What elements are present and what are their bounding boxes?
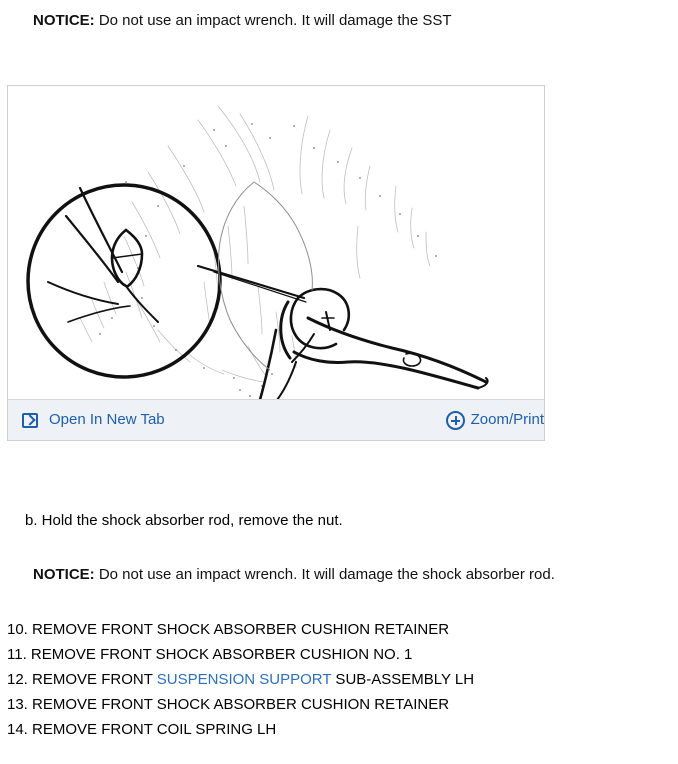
step-number: 11. bbox=[7, 646, 27, 663]
notice-middle-label: NOTICE: bbox=[33, 566, 95, 583]
procedure-step-13 bbox=[7, 692, 667, 717]
zoom-plus-icon bbox=[446, 411, 465, 430]
procedure-step-list bbox=[7, 617, 667, 742]
open-in-new-tab-label: Open In New Tab bbox=[49, 411, 165, 428]
step-text-pre: REMOVE FRONT SHOCK ABSORBER CUSHION RETAINER bbox=[27, 621, 450, 638]
step-text-pre: REMOVE FRONT SHOCK ABSORBER CUSHION RETAINER bbox=[27, 696, 450, 713]
step-text-pre: REMOVE FRONT COIL SPRING LH bbox=[27, 721, 277, 738]
notice-top-text: Do not use an impact wrench. It will damage the SST bbox=[94, 12, 452, 29]
notice-top bbox=[33, 11, 452, 31]
step-text-post: SUB-ASSEMBLY LH bbox=[331, 671, 475, 688]
notice-middle bbox=[33, 565, 555, 585]
procedure-step-11 bbox=[7, 642, 667, 667]
step-b-text: b. Hold the shock absorber rod, remove the nut. bbox=[25, 512, 343, 529]
figure-toolbar bbox=[8, 399, 544, 440]
figure-panel bbox=[7, 85, 545, 441]
notice-top-label: NOTICE: bbox=[33, 12, 95, 29]
zoom-print-label: Zoom/Print bbox=[470, 411, 544, 428]
zoom-print-button[interactable] bbox=[446, 409, 544, 431]
figure-illustration bbox=[8, 86, 544, 399]
step-text-pre: REMOVE FRONT SHOCK ABSORBER CUSHION NO. 1 bbox=[26, 646, 413, 663]
step-link-suspension-support[interactable]: SUSPENSION SUPPORT bbox=[156, 671, 332, 688]
step-number: 10. bbox=[7, 621, 28, 638]
open-in-new-tab-button[interactable] bbox=[22, 409, 165, 431]
step-text-pre: REMOVE FRONT bbox=[27, 671, 157, 688]
step-number: 12. bbox=[7, 671, 28, 688]
procedure-step-10 bbox=[7, 617, 667, 642]
procedure-step-12 bbox=[7, 667, 667, 692]
open-in-new-tab-icon bbox=[22, 412, 40, 429]
notice-middle-text: Do not use an impact wrench. It will damage the shock absorber rod. bbox=[94, 566, 555, 583]
procedure-step-14 bbox=[7, 717, 667, 742]
step-number: 14. bbox=[7, 721, 28, 738]
step-number: 13. bbox=[7, 696, 28, 713]
